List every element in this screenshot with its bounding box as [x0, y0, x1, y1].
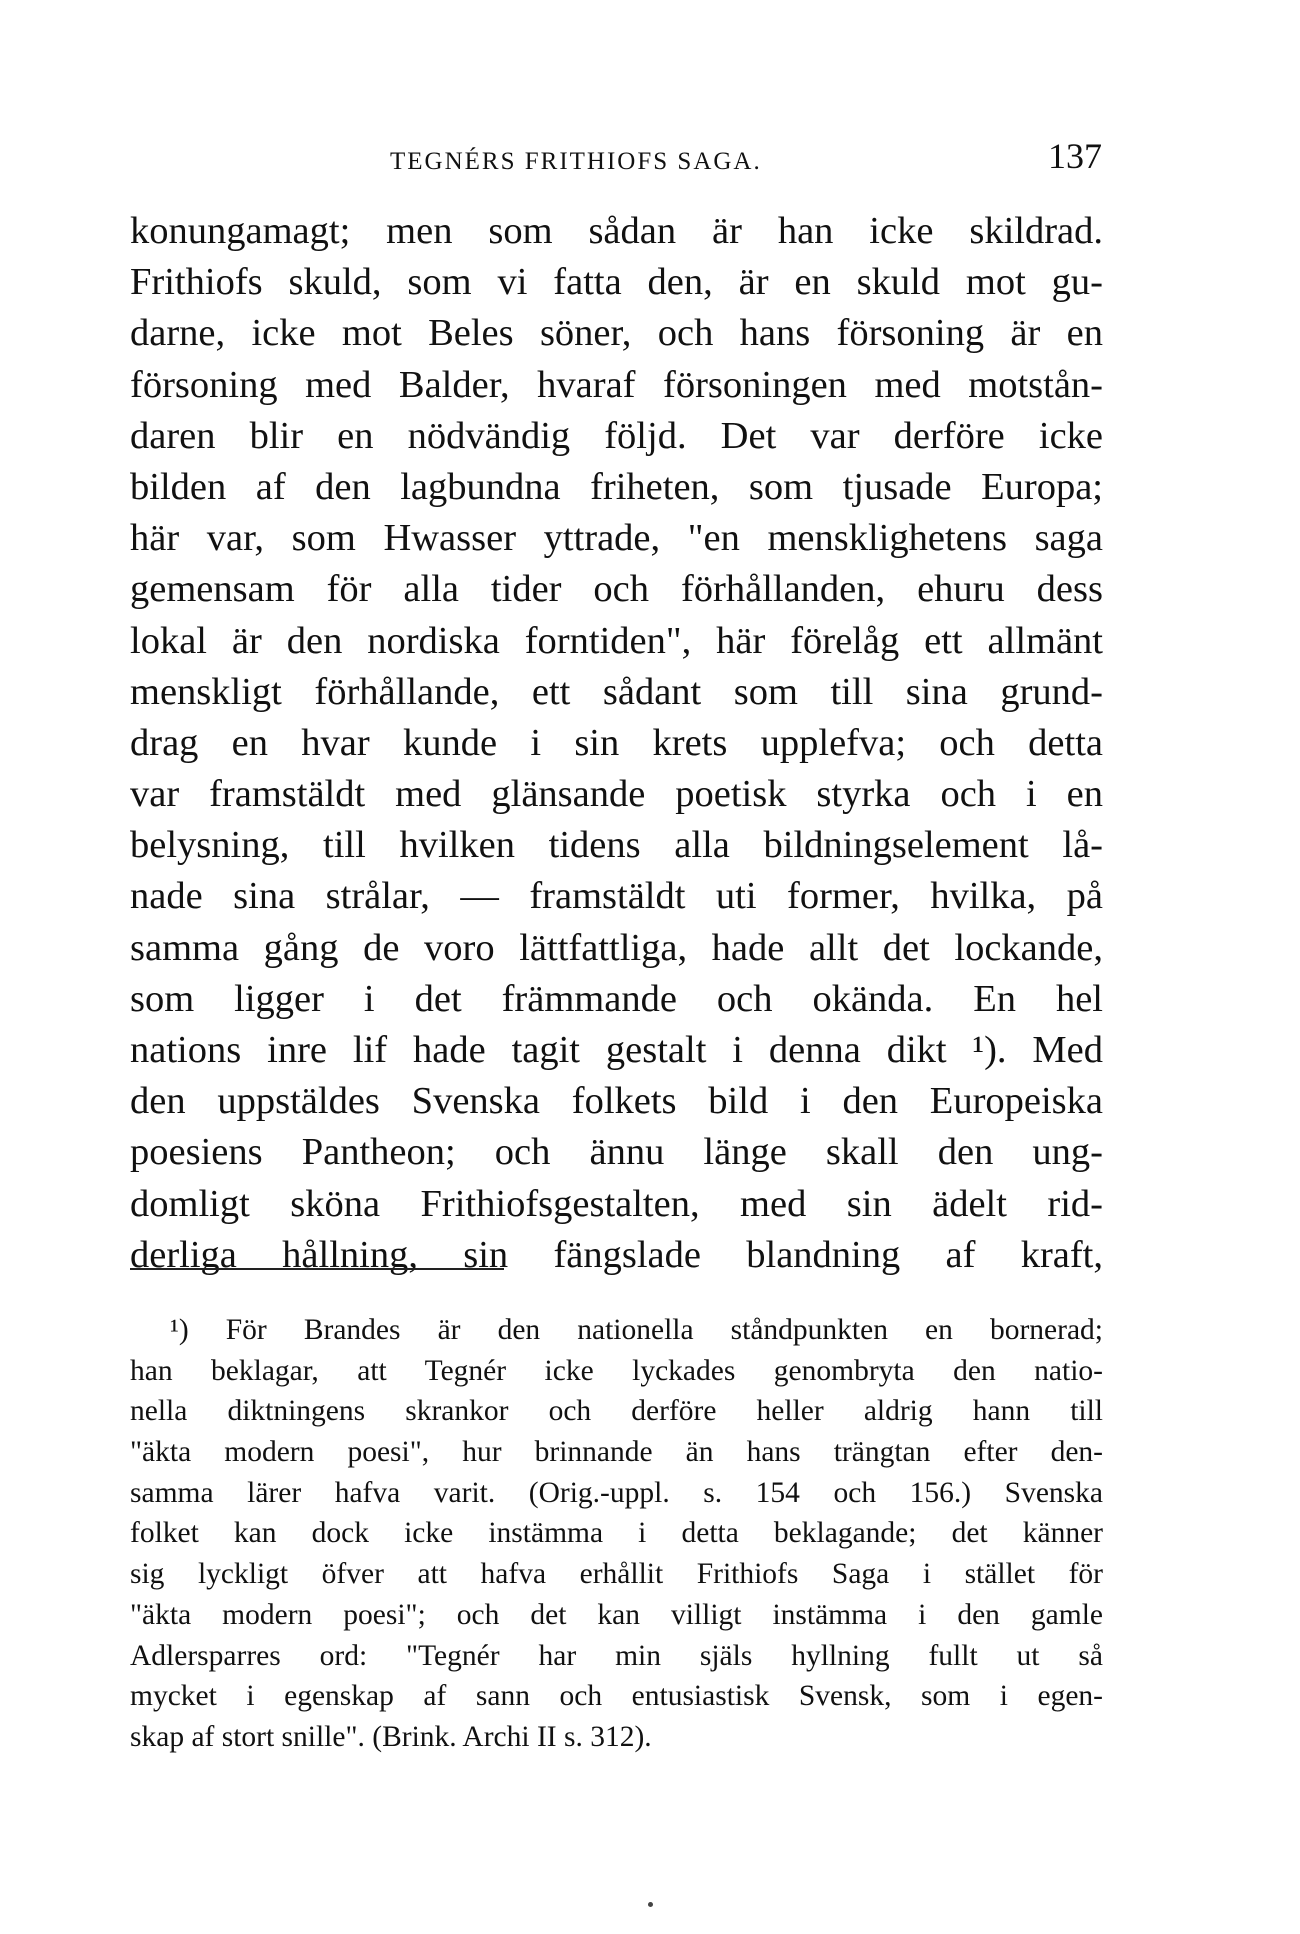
- text-line: konungamagt; men som sådan är han icke skildrad.: [130, 210, 1103, 252]
- running-title: TEGNÉRS FRITHIOFS SAGA.: [390, 148, 762, 175]
- text-line: menskligt förhållande, ett sådant som till sina grund-: [130, 670, 1103, 713]
- paper-speck: [648, 1902, 653, 1907]
- text-line: nations inre lif hade tagit gestalt i denna dikt ¹). Med: [130, 1029, 1103, 1071]
- footnote-line: mycket i egenskap af sann och entusiastisk Svensk, som i egen-: [130, 1680, 1103, 1713]
- running-head: [130, 136, 1130, 182]
- text-line: drag en hvar kunde i sin krets upplefva; och detta: [130, 721, 1103, 764]
- text-line: nade sina strålar, — framstäldt uti former, hvilka, på: [130, 875, 1103, 918]
- body-text: [130, 206, 1103, 1281]
- text-line: daren blir en nödvändig följd. Det var derföre icke: [130, 414, 1103, 457]
- text-line: gemensam för alla tider och förhållanden, ehuru dess: [130, 568, 1103, 611]
- page-number: 137: [1048, 136, 1102, 176]
- footnote-line: samma lärer hafva varit. (Orig.-uppl. s. 154 och 156.) Svenska: [130, 1476, 1103, 1509]
- footnote-line: Adlersparres ord: "Tegnér har min själs hyllning fullt ut så: [130, 1639, 1103, 1672]
- text-line: den uppstäldes Svenska folkets bild i den Europeiska: [130, 1080, 1103, 1123]
- footnote-divider: [130, 1268, 504, 1270]
- text-line: som ligger i det främmande och okända. En hel: [130, 977, 1103, 1020]
- footnote-line: "äkta modern poesi", hur brinnande än hans trängtan efter den-: [130, 1436, 1103, 1469]
- text-line: här var, som Hwasser yttrade, "en mensklighetens saga: [130, 517, 1103, 560]
- text-line: derliga hållning, sin fängslade blandning af kraft,: [130, 1233, 1103, 1276]
- footnote-line: skap af stort snille". (Brink. Archi II s. 312).: [130, 1720, 652, 1753]
- text-line: samma gång de voro lättfattliga, hade allt det lockande,: [130, 926, 1103, 969]
- footnote-line: sig lyckligt öfver att hafva erhållit Frithiofs Saga i stället för: [130, 1558, 1103, 1591]
- text-line: poesiens Pantheon; och ännu länge skall den ung-: [130, 1131, 1103, 1174]
- text-line: darne, icke mot Beles söner, och hans försoning är en: [130, 312, 1103, 355]
- footnote-line: nella diktningens skrankor och derföre heller aldrig hann till: [130, 1395, 1103, 1428]
- footnote-line: folket kan dock icke instämma i detta beklagande; det känner: [130, 1517, 1103, 1550]
- text-line: försoning med Balder, hvaraf försoningen med motstån-: [130, 363, 1103, 406]
- text-line: domligt sköna Frithiofsgestalten, med sin ädelt rid-: [130, 1182, 1103, 1225]
- footnote-line: han beklagar, att Tegnér icke lyckades genombryta den natio-: [130, 1354, 1103, 1387]
- text-line: var framstäldt med glänsande poetisk styrka och i en: [130, 773, 1103, 816]
- footnote-line: "äkta modern poesi"; och det kan villigt instämma i den gamle: [130, 1598, 1103, 1631]
- footnote: [130, 1310, 1103, 1758]
- text-line: Frithiofs skuld, som vi fatta den, är en skuld mot gu-: [130, 261, 1103, 304]
- text-line: belysning, till hvilken tidens alla bildningselement lå-: [130, 824, 1103, 867]
- text-line: lokal är den nordiska forntiden", här förelåg ett allmänt: [130, 619, 1103, 662]
- footnote-line: ¹) För Brandes är den nationella ståndpunkten en bornerad;: [170, 1314, 1103, 1346]
- text-line: bilden af den lagbundna friheten, som tjusade Europa;: [130, 465, 1103, 508]
